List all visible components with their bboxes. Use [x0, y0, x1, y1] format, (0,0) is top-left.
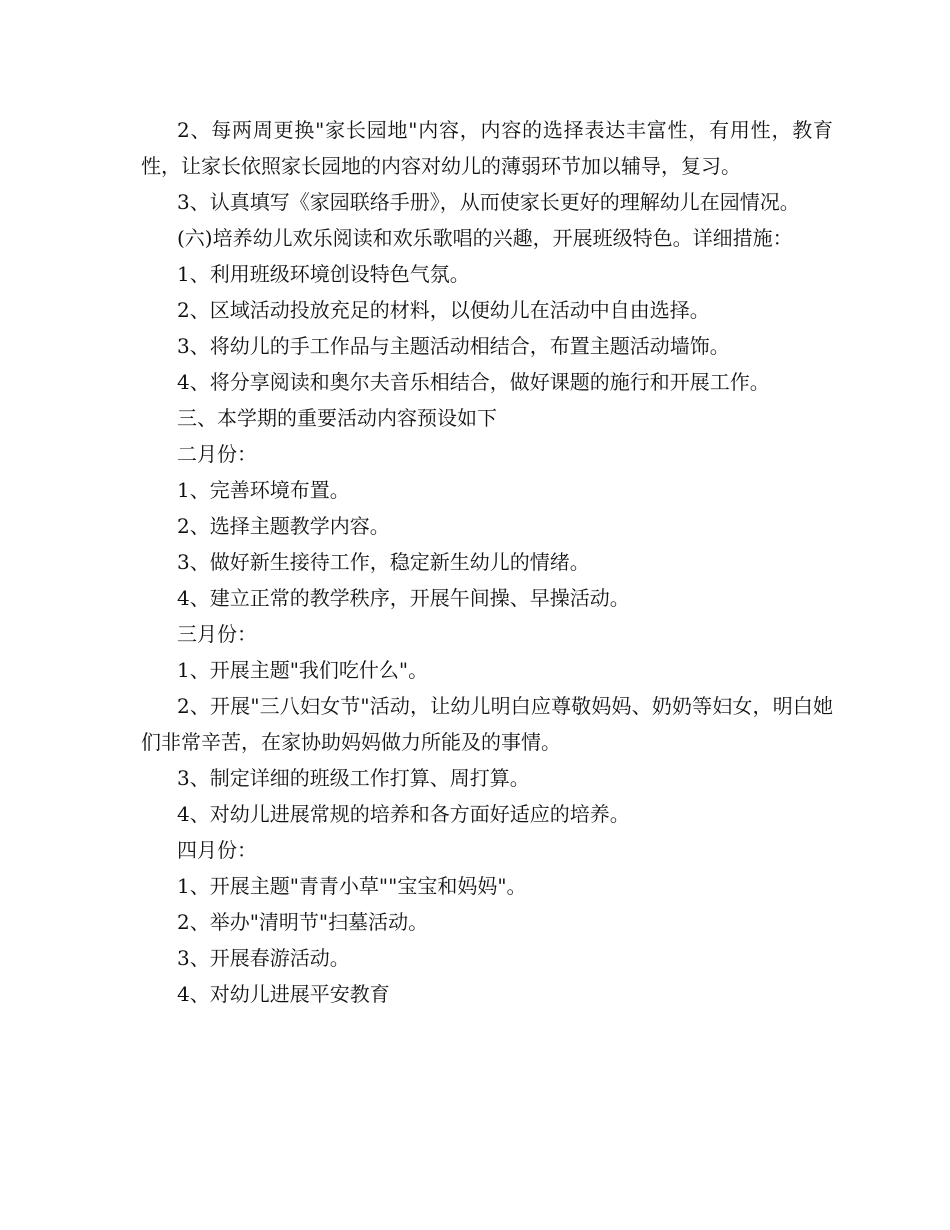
- paragraph-section-six: (六)培养幼儿欢乐阅读和欢乐歌唱的兴趣，开展班级特色。详细措施：: [177, 226, 793, 250]
- list-item: 1、开展主题"青青小草""宝宝和妈妈"。: [177, 874, 527, 898]
- list-item: 4、建立正常的教学秩序，开展午间操、早操活动。: [177, 586, 630, 610]
- list-item: 1、利用班级环境创设特色气氛。: [177, 262, 470, 286]
- list-item: 2、举办"清明节"扫墓活动。: [177, 910, 429, 934]
- list-item: 1、开展主题"我们吃什么"。: [177, 658, 429, 682]
- paragraph-contact-handbook: 3、认真填写《家园联络手册》，从而使家长更好的理解幼儿在园情况。: [177, 190, 800, 214]
- list-item: 3、将幼儿的手工作品与主题活动相结合，布置主题活动墙饰。: [177, 334, 730, 358]
- document-body: [141, 112, 833, 1012]
- list-item: 1、完善环境布置。: [177, 478, 350, 502]
- month-heading-february: 二月份：: [177, 442, 257, 466]
- month-heading-april: 四月份：: [177, 838, 257, 862]
- list-item: 4、对幼儿进展平安教育: [177, 982, 390, 1006]
- list-item: 4、将分享阅读和奥尔夫音乐相结合，做好课题的施行和开展工作。: [177, 370, 770, 394]
- list-item: 2、选择主题教学内容。: [177, 514, 390, 538]
- section-heading: 三、本学期的重要活动内容预设如下: [177, 406, 497, 430]
- list-item: 2、区域活动投放充足的材料，以便幼儿在活动中自由选择。: [177, 298, 710, 322]
- month-heading-march: 三月份：: [177, 622, 257, 646]
- list-item: 3、制定详细的班级工作打算、周打算。: [177, 766, 530, 790]
- list-item: 3、做好新生接待工作，稳定新生幼儿的情绪。: [177, 550, 590, 574]
- list-item: 4、对幼儿进展常规的培养和各方面好适应的培养。: [177, 802, 630, 826]
- paragraph-newsletter-update: 2、每两周更换"家长园地"内容，内容的选择表达丰富性，有用性，教育性，让家长依照家长园地的内容对幼儿的薄弱环节加以辅导，复习。: [141, 118, 833, 178]
- list-item: 2、开展"三八妇女节"活动，让幼儿明白应尊敬妈妈、奶奶等妇女，明白她们非常辛苦，在家协助妈妈做力所能及的事情。: [141, 694, 833, 754]
- list-item: 3、开展春游活动。: [177, 946, 350, 970]
